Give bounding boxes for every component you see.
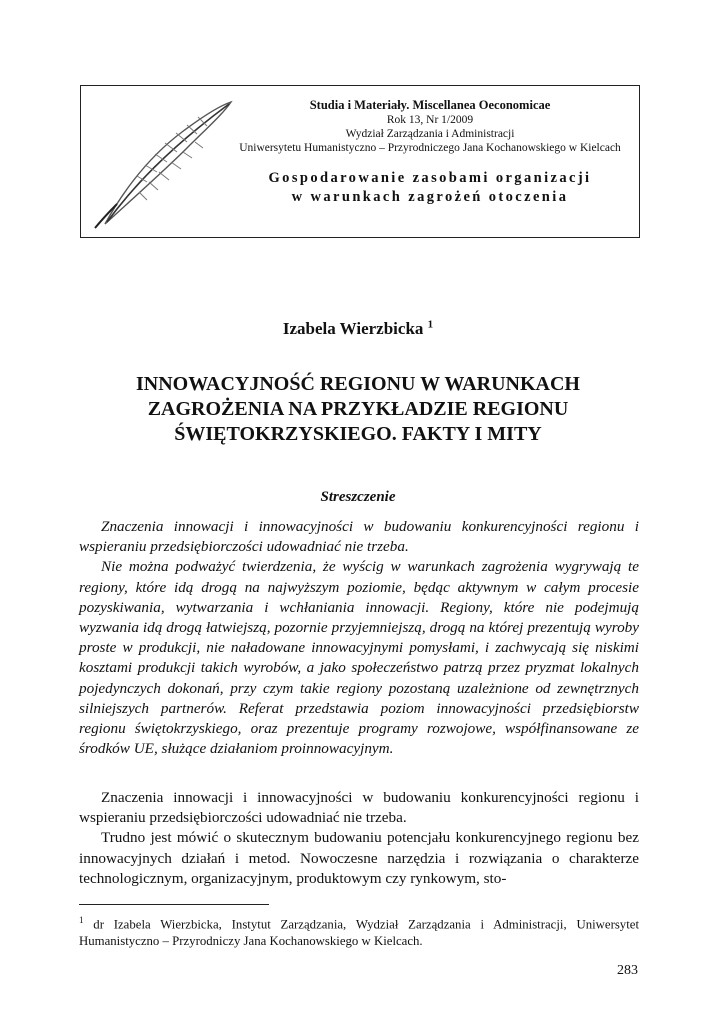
journal-header-text [231, 98, 629, 207]
footnote-mark: 1 [79, 915, 84, 925]
journal-title: Studia i Materiały. Miscellanea Oeconomicae [309, 98, 551, 112]
feather-quill-icon [87, 92, 237, 232]
article-author [0, 319, 716, 339]
issue-theme-line-2: w warunkach zagrożeń otoczenia [291, 189, 569, 205]
author-footnote-mark: 1 [427, 318, 434, 331]
abstract [79, 517, 639, 759]
journal-header-box [80, 85, 640, 238]
body-paragraph-2: Trudno jest mówić o skutecznym budowaniu potencjału konkurencyjnego regionu bez innowacyjnych działań i metod. Nowoczesne narzędzia i rozwiązania o charakterze technologicznym, organizacyjnym, produktowym czy rynkowym, sto- [79, 829, 639, 887]
body-paragraph-1: Znaczenia innowacji i innowacyjności w budowaniu konkurencyjności regionu i wspieraniu przedsiębiorczości udowadniać nie trzeba. [79, 789, 639, 827]
page-number: 283 [617, 963, 638, 978]
issue-theme-line-1: Gospodarowanie zasobami organizacji [268, 170, 592, 186]
title-line-2: ZAGROŻENIA NA PRZYKŁADZIE REGIONU [147, 398, 569, 420]
journal-university: Uniwersytetu Humanistyczno – Przyrodniczego Jana Kochanowskiego w Kielcach [239, 142, 621, 154]
author-name: Izabela Wierzbicka [282, 319, 424, 338]
title-line-3: ŚWIĘTOKRZYSKIEGO. FAKTY I MITY [174, 423, 542, 445]
journal-issue: Rok 13, Nr 1/2009 [386, 114, 474, 126]
journal-faculty: Wydział Zarządzania i Administracji [345, 128, 515, 140]
title-line-1: INNOWACYJNOŚĆ REGIONU W WARUNKACH [136, 373, 580, 395]
abstract-paragraph-1: Znaczenia innowacji i innowacyjności w budowaniu konkurencyjności regionu i wspieraniu przedsiębiorczości udowadniać nie trzeba. [79, 518, 639, 556]
issue-theme [231, 169, 629, 207]
footnote-separator [79, 904, 269, 905]
footnote [79, 912, 639, 950]
article-body [79, 788, 639, 889]
abstract-heading: Streszczenie [320, 489, 396, 505]
abstract-paragraph-2: Nie można podważyć twierdzenia, że wyścig w warunkach zagrożenia wygrywają te regiony, które idą drogą na najwyższym poziomie, będąc aktywnym w całym procesie pozyskiwania, wytwarzania i wchłaniania innowacji. Regiony, które nie podejmują wyzwania idą drogą łatwiejszą, pozornie przyjemniejszą, drogą na której prezentują wyroby proste w produkcji, nie naładowane innowacyjnymi pomysłami, i zachwycają się niskimi kosztami produkcji takich wyrobów, a jako społeczeństwo patrzą przez pryzmat lokalnych pojedynczych dokonań, przy czym takie regiony pozostaną uzależnione od zewnętrznych silniejszych partnerów. Referat przedstawia poziom innowacyjności przedsiębiorstw regionu świętokrzyskiego, oraz prezentuje programy rozwojowe, współfinansowane ze środków UE, służące działaniom proinnowacyjnym. [79, 558, 639, 758]
footnote-text: dr Izabela Wierzbicka, Instytut Zarządzania, Wydział Zarządzania i Administracji, Uniwersytet Humanistyczno – Przyrodniczy Jana Kochanowskiego w Kielcach. [79, 917, 639, 949]
article-title [90, 372, 626, 447]
